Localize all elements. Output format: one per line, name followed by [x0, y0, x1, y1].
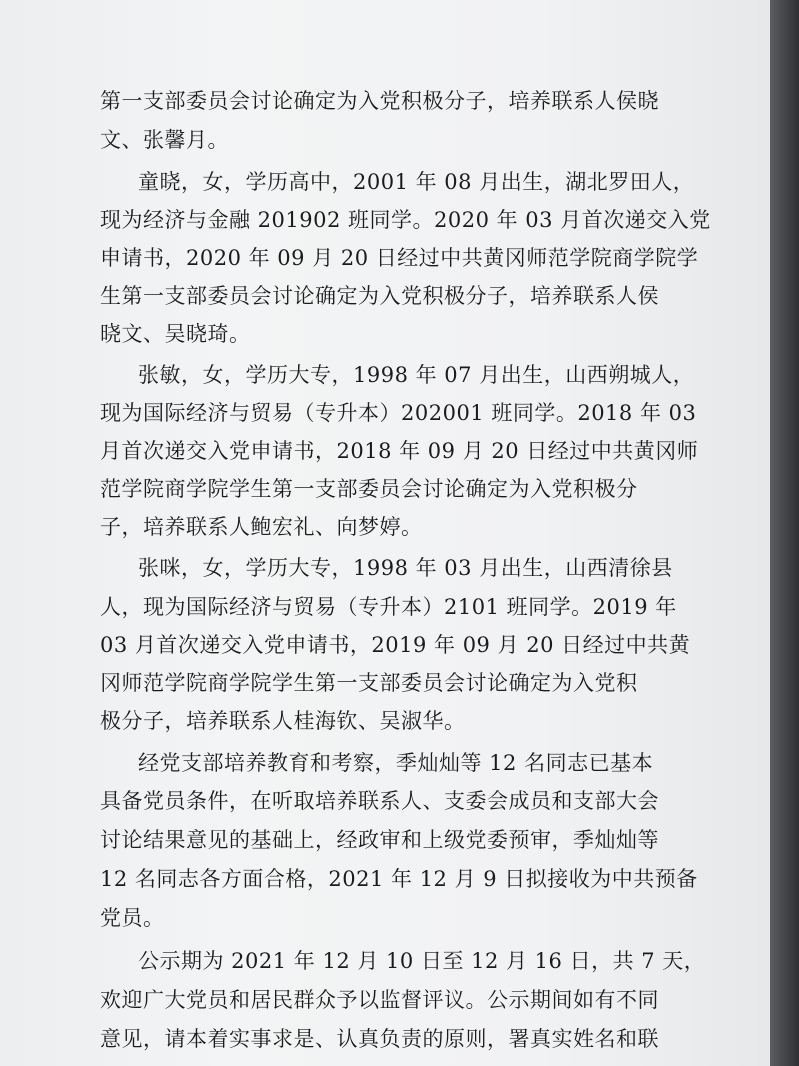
text-line: 范学院商学院学生第一支部委员会讨论确定为入党积极分: [100, 477, 638, 501]
text-line: 12 名同志各方面合格，2021 年 12 月 9 日拟接收为中共预备: [100, 867, 698, 891]
text-line: 子，培养联系人鲍宏礼、向梦婷。: [100, 515, 423, 539]
text-line: 晓文、吴晓琦。: [100, 322, 251, 346]
text-line: 党员。: [100, 906, 165, 930]
text-line: 极分子，培养联系人桂海钦、吴淑华。: [100, 709, 466, 733]
text-line: 意见，请本着实事求是、认真负责的原则，署真实姓名和联: [100, 1027, 659, 1051]
text-line: 公示期为 2021 年 12 月 10 日至 12 月 16 日，共 7 天，: [138, 949, 706, 973]
text-line: 第一支部委员会讨论确定为入党积极分子，培养联系人侯晓: [100, 89, 659, 113]
text-line: 冈师范学院商学院学生第一支部委员会讨论确定为入党积: [100, 671, 638, 695]
text-line: 童晓，女，学历高中，2001 年 08 月出生，湖北罗田人，: [138, 170, 695, 194]
text-line: 经党支部培养教育和考察，季灿灿等 12 名同志已基本: [138, 751, 654, 775]
text-line: 具备党员条件，在听取培养联系人、支委会成员和支部大会: [100, 789, 659, 813]
text-line: 张敏，女，学历大专，1998 年 07 月出生，山西朔城人，: [138, 363, 695, 387]
text-line: 文、张馨月。: [100, 128, 229, 152]
text-line: 人，现为国际经济与贸易（专升本）2101 班同学。2019 年: [100, 595, 677, 619]
text-line: 申请书，2020 年 09 月 20 日经过中共黄冈师范学院商学院学: [100, 246, 699, 270]
text-line: 月首次递交入党申请书，2018 年 09 月 20 日经过中共黄冈师: [100, 439, 699, 463]
text-line: 生第一支部委员会讨论确定为入党积极分子，培养联系人侯: [100, 284, 659, 308]
text-line: 讨论结果意见的基础上，经政审和上级党委预审，季灿灿等: [100, 828, 659, 852]
background-surface: [770, 0, 799, 1066]
text-line: 现为经济与金融 201902 班同学。2020 年 03 月首次递交入党: [100, 208, 711, 232]
text-line: 张咪，女，学历大专，1998 年 03 月出生，山西清徐县: [138, 556, 673, 580]
text-line: 欢迎广大党员和居民群众予以监督评议。公示期间如有不同: [100, 988, 659, 1012]
text-line: 现为国际经济与贸易（专升本）202001 班同学。2018 年 03: [100, 401, 697, 425]
text-line: 03 月首次递交入党申请书，2019 年 09 月 20 日经过中共黄: [100, 633, 691, 657]
